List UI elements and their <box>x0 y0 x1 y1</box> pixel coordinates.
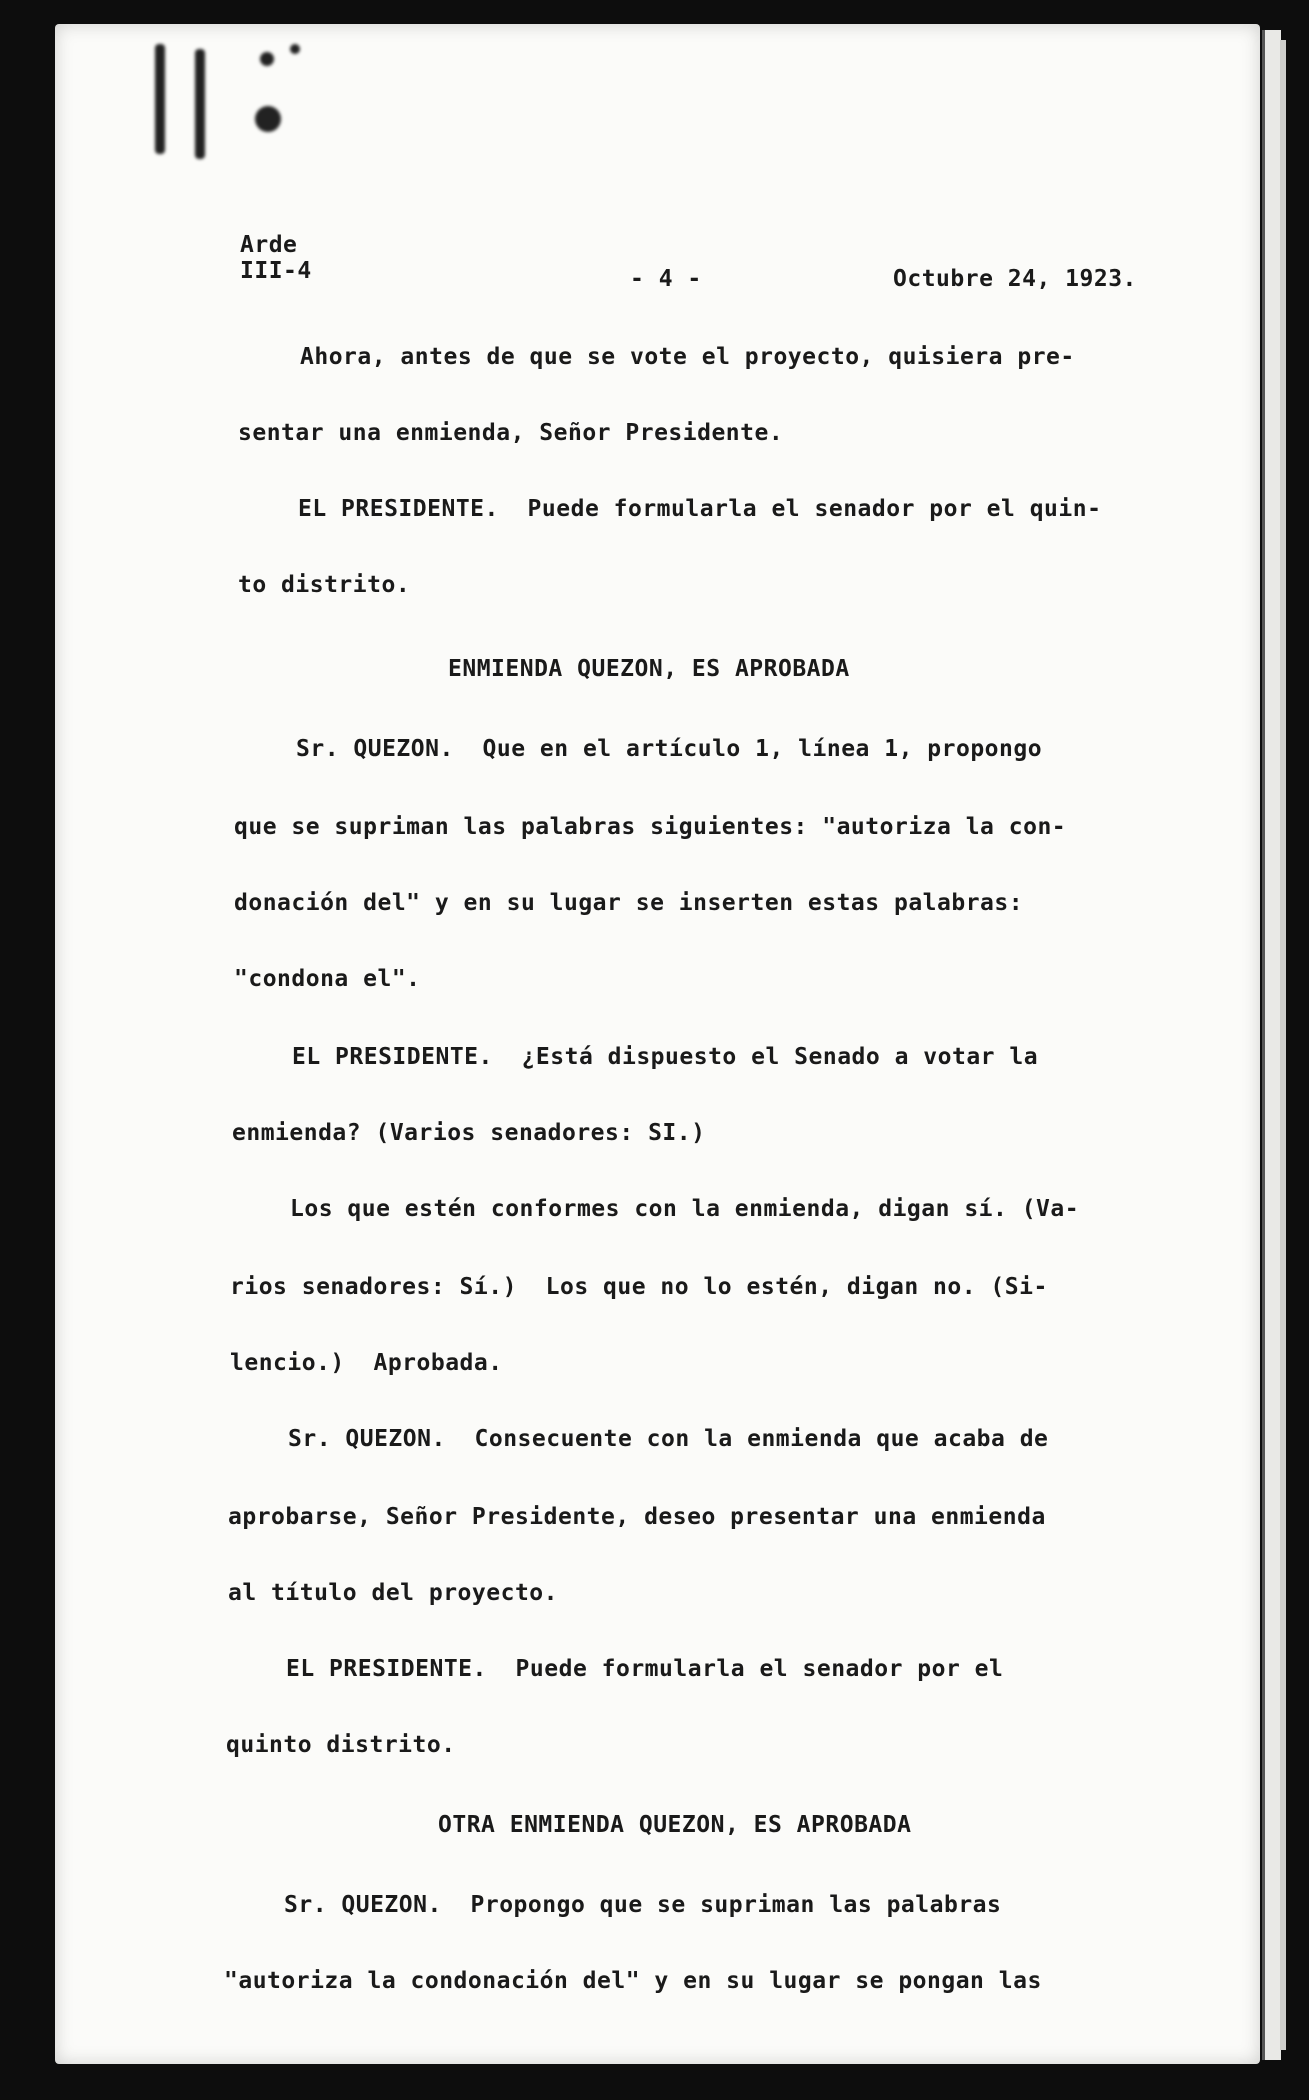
body-line: Los que estén conformes con la enmienda, digan sí. (Va- <box>290 1196 1080 1222</box>
body-line: Ahora, antes de que se vote el proyecto, quisiera pre- <box>300 344 1075 370</box>
section-heading: OTRA ENMIENDA QUEZON, ES APROBADA <box>438 1812 912 1838</box>
body-line: donación del" y en su lugar se inserten estas palabras: <box>234 890 1024 916</box>
speaker-line: Sr. QUEZON. Consecuente con la enmienda que acaba de <box>288 1426 1049 1452</box>
body-line: que se supriman las palabras siguientes: "autoriza la con- <box>234 814 1067 840</box>
punch-mark <box>195 49 205 159</box>
ink-blot <box>290 44 300 54</box>
page-number: - 4 - <box>630 266 702 292</box>
ink-blot <box>255 106 281 132</box>
body-line: aprobarse, Señor Presidente, deseo presentar una enmienda <box>228 1504 1046 1530</box>
speaker-line: EL PRESIDENTE. Puede formularla el senador por el quin- <box>298 496 1102 522</box>
body-line: to distrito. <box>238 572 411 598</box>
body-line: quinto distrito. <box>226 1732 456 1758</box>
document-code: III-4 <box>240 258 312 284</box>
body-line: al título del proyecto. <box>228 1580 558 1606</box>
document-date: Octubre 24, 1923. <box>893 266 1137 292</box>
author-initials: Arde <box>240 232 298 258</box>
body-line: sentar una enmienda, Señor Presidente. <box>238 420 784 446</box>
body-line: enmienda? (Varios senadores: SI.) <box>232 1120 706 1146</box>
page-edge <box>1262 30 1281 2060</box>
speaker-line: EL PRESIDENTE. Puede formularla el senador por el <box>286 1656 1004 1682</box>
speaker-line: EL PRESIDENTE. ¿Está dispuesto el Senado a votar la <box>292 1044 1039 1070</box>
body-line: "condona el". <box>234 966 421 992</box>
speaker-line: Sr. QUEZON. Propongo que se supriman las palabras <box>284 1892 1002 1918</box>
ink-blot <box>260 52 274 66</box>
document-sheet <box>55 24 1260 2064</box>
body-line: "autoriza la condonación del" y en su lugar se pongan las <box>224 1968 1042 1994</box>
page-edge-shadow <box>1280 40 1286 2050</box>
speaker-line: Sr. QUEZON. Que en el artículo 1, línea 1, propongo <box>296 736 1043 762</box>
section-heading: ENMIENDA QUEZON, ES APROBADA <box>448 656 850 682</box>
body-line: rios senadores: Sí.) Los que no lo estén, digan no. (Si- <box>230 1274 1048 1300</box>
body-line: lencio.) Aprobada. <box>230 1350 503 1376</box>
punch-mark <box>155 44 165 154</box>
